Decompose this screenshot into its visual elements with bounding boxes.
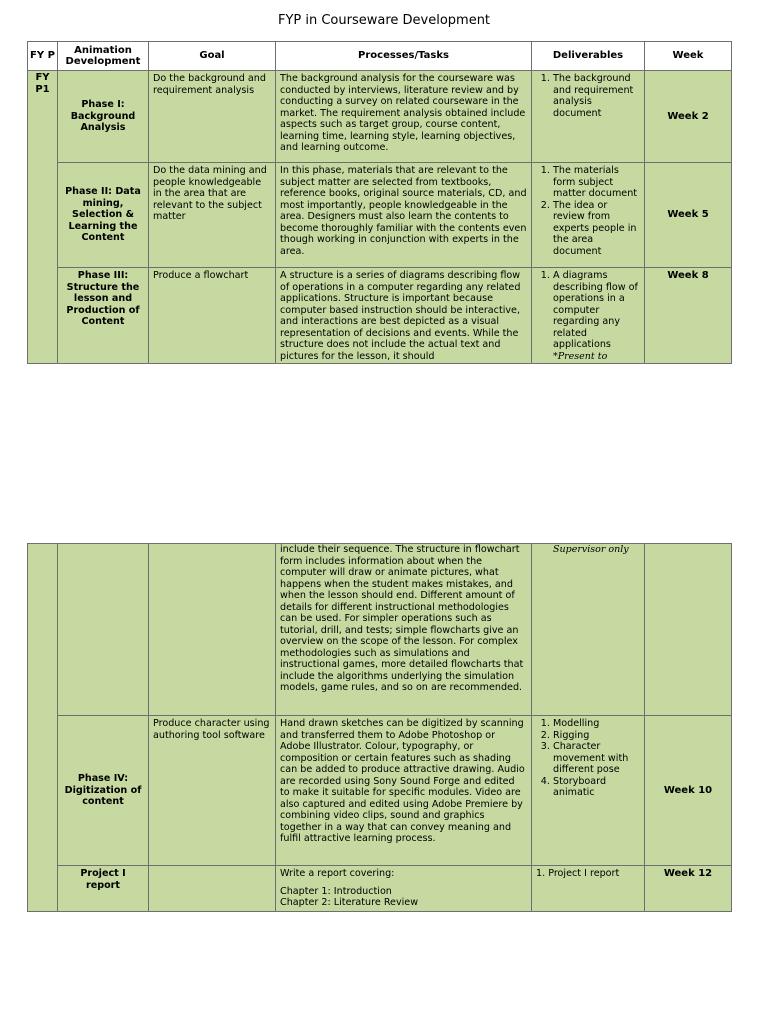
phase-3-row-part-1	[28, 268, 732, 364]
phase-3-week: Week 8	[645, 268, 732, 364]
phase-3-process-part-2: include their sequence. The structure in flowchart form includes information about when the computer will draw or animate pictures, what happens when the student makes mistakes, and when the lesson should end. Different amount of details for different instructional methodologies can be used. For simpler operations such as tutorial, drill, and tests; simple flowcharts give an overview on the scope of the lesson. For complex methodologies such as simulations and instructional games, more detailed flowcharts that include the algorithms underlying the simulation models, game rules, and so on are recommended.	[276, 544, 532, 716]
phase-4-process: Hand drawn sketches can be digitized by scanning and transferred them to Adobe Photoshop or Adobe Illustrator. Colour, typography, or composition or certain features such as shading can be added to produce attractive drawing. Audio are recorded using Sony Sound Forge and edited to make it suitable for specific modules. Video are also captured and edited using Adobe Premiere by combining video clips, sound and graphics together in a way that can convey meaning and fulfil attractive learning process.	[276, 716, 532, 866]
phase-1-process: The background analysis for the courseware was conducted by interviews, literature review and by conducting a survey on related courseware in the market. The requirement analysis obtained include aspects such as target group, course content, learning time, learning style, learning objectives, and learning outcome.	[276, 71, 532, 163]
phase-2-week: Week 5	[645, 163, 732, 268]
fyp-table-part-2	[27, 543, 732, 912]
project-report-week: Week 12	[645, 866, 732, 912]
phase-1-goal: Do the background and requirement analysis	[149, 71, 276, 163]
phase-3-goal-continued	[149, 544, 276, 716]
project-report-deliverable: 1. Project I report	[532, 866, 645, 912]
list-item: 2. Rigging	[553, 730, 640, 742]
list-item: 3. Character movement with different pose	[553, 741, 640, 776]
phase-3-name-continued	[58, 544, 149, 716]
phase-4-row	[28, 716, 732, 866]
list-item: 1. The materials form subject matter document	[553, 165, 640, 200]
phase-1-row	[28, 71, 732, 163]
phase-2-process: In this phase, materials that are relevant to the subject matter are selected from textbooks, reference books, original source materials, CD, and most importantly, people knowledgeable in the area. Designers must also learn the contents to become thoroughly familiar with the contents even though working in conjunction with experts in the area.	[276, 163, 532, 268]
phase-3-note-part-2: Supervisor only	[553, 544, 629, 555]
header-row	[28, 42, 732, 71]
fyp-label: FY P1	[35, 72, 50, 95]
phase-2-name: Phase II: Data mining, Selection & Learning the Content	[58, 163, 149, 268]
phase-1-week: Week 2	[645, 71, 732, 163]
fyp-cell	[28, 71, 58, 364]
phase-4-goal: Produce character using authoring tool software	[149, 716, 276, 866]
project-report-goal	[149, 866, 276, 912]
project-report-process	[276, 866, 532, 912]
phase-2-row	[28, 163, 732, 268]
header-week: Week	[645, 42, 732, 71]
phase-3-week-continued	[645, 544, 732, 716]
project-report-chapter-1: Chapter 1: Introduction	[280, 885, 392, 897]
list-item: 1. Modelling	[553, 718, 640, 730]
phase-3-goal: Produce a flowchart	[149, 268, 276, 364]
project-report-intro: Write a report covering:	[280, 868, 395, 879]
phase-4-deliverables	[532, 716, 645, 866]
phase-1-name: Phase I: Background Analysis	[58, 71, 149, 163]
list-item: 2. The idea or review from experts people in the area document	[553, 200, 640, 258]
phase-3-name: Phase III: Structure the lesson and Production of Content	[58, 268, 149, 364]
phase-3-row-part-2	[28, 544, 732, 716]
project-report-chapter-2: Chapter 2: Literature Review	[280, 897, 419, 908]
project-report-row	[28, 866, 732, 912]
phase-3-deliverables	[532, 268, 645, 364]
header-fyp: FY P	[28, 42, 58, 71]
header-goal: Goal	[149, 42, 276, 71]
document-title: FYP in Courseware Development	[277, 13, 491, 28]
list-item: 1. A diagrams describing flow of operations in a computer regarding any related applications	[553, 270, 640, 351]
fyp-cell-continued	[28, 544, 58, 912]
phase-3-process-part-1: A structure is a series of diagrams describing flow of operations in a computer regarding any related applications. Structure is important because computer based instruction should be interactive, and interactions are best depicted as a visual representation of decisions and events. While the structure does not include the actual text and pictures for the lesson, it should	[276, 268, 532, 364]
phase-3-note-part-1: *Present to	[553, 350, 608, 361]
list-item: 4. Storyboard animatic	[553, 776, 640, 799]
phase-4-name: Phase IV: Digitization of content	[58, 716, 149, 866]
header-deliverables: Deliverables	[532, 42, 645, 71]
header-animation-development: Animation Development	[58, 42, 149, 71]
header-processes-tasks: Processes/Tasks	[276, 42, 532, 71]
fyp-table-part-1	[27, 41, 732, 364]
phase-4-week: Week 10	[645, 716, 732, 866]
list-item: 1. The background and requirement analysis document	[553, 73, 640, 119]
phase-1-deliverables	[532, 71, 645, 163]
phase-2-deliverables	[532, 163, 645, 268]
phase-2-goal: Do the data mining and people knowledgeable in the area that are relevant to the subject matter	[149, 163, 276, 268]
phase-3-deliverables-continued	[532, 544, 645, 716]
project-report-name: Project I report	[58, 866, 149, 912]
